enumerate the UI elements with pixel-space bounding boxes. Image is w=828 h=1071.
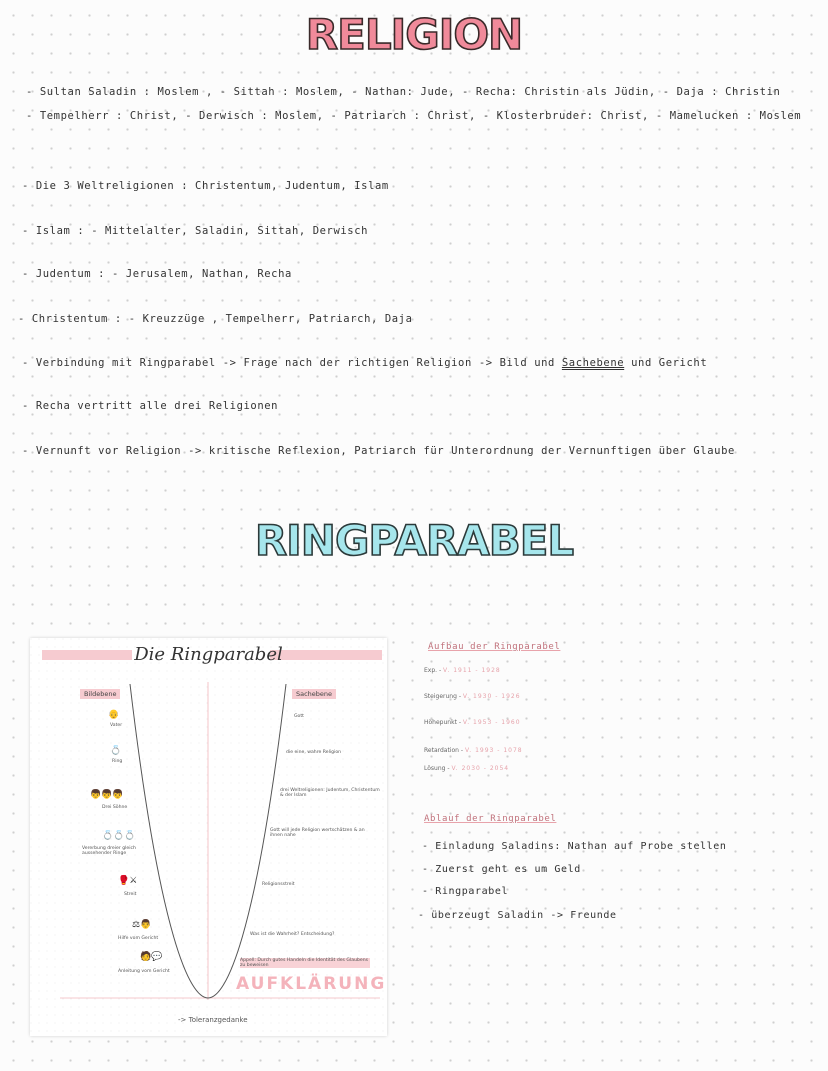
sons-icon: 👦👦👦	[90, 790, 124, 800]
verbindung-sachebene: Sachebene	[561, 357, 625, 369]
aufbau-label: Höhepunkt	[424, 719, 457, 726]
bild-item: Vererbung dreier gleich aussehender Ringe	[82, 846, 136, 856]
aufbau-row: Retardation - V. 1993 - 1078	[424, 747, 523, 754]
judge-icon: ⚖👨	[132, 920, 152, 930]
aufbau-value: V. 2030 - 2054	[451, 765, 510, 772]
aufbau-row: Steigerung - V. 1930 - 1926	[424, 693, 521, 700]
aufbau-label: Lösung	[424, 765, 446, 772]
sach-item: Appell: Durch gutes Handeln die Identität des Glaubens zu beweisen	[240, 958, 369, 968]
sach-item: Religionsstreit	[262, 882, 295, 887]
aufbau-value: V. 1993 - 1078	[464, 747, 523, 754]
sachebene-label: Sachebene	[292, 689, 336, 699]
aufbau-row: Höhepunkt - V. 1953 - 1960	[424, 719, 521, 726]
toleranz-label: -> Toleranzgedanke	[178, 1016, 248, 1024]
aufbau-label: Steigerung	[424, 693, 457, 700]
bild-item: Drei Söhne	[102, 805, 128, 810]
sach-item: die eine, wahre Religion	[286, 750, 342, 755]
bild-item: Vater	[110, 723, 123, 728]
ablauf-item: - Einladung Saladins: Nathan auf Probe stellen	[422, 841, 727, 852]
bild-item: Streit	[124, 892, 137, 897]
religion-line-2: - Tempelherr : Christ, - Derwisch : Moslem, - Patriarch : Christ, - Klosterbruder: Christ, - Mamelucken : Moslem	[26, 110, 802, 122]
ringparabel-sheet	[30, 638, 387, 1036]
ablauf-item: - Ringparabel	[422, 886, 509, 897]
ablauf-heading: Ablauf der Ringparabel	[424, 814, 557, 824]
religion-line-8: - Vernunft vor Religion -> kritische Reflexion, Patriarch für Unterordnung der Vernunftigen über Glaube	[22, 445, 735, 457]
aufbau-label: Retardation	[424, 747, 459, 754]
sach-item: Gott will jede Religion wertschätzen & an ihnen nahe	[270, 828, 365, 838]
bild-item: Anleitung vom Gericht	[118, 969, 170, 974]
bild-item: Ring	[112, 759, 123, 764]
aufbau-value: V. 1953 - 1960	[462, 719, 521, 726]
speech-icon: 🧑💬	[140, 952, 163, 962]
aufbau-value: V. 1930 - 1926	[462, 693, 521, 700]
religion-line-4: - Islam : - Mittelalter, Saladin, Sittah, Derwisch	[22, 225, 369, 237]
aufbau-label: Exp.	[424, 667, 438, 674]
aufklaerung-label: AUFKLÄRUNG	[236, 974, 387, 994]
religion-line-7: - Recha vertritt alle drei Religionen	[22, 400, 279, 412]
religion-line-1: - Sultan Saladin : Moslem , - Sittah : Moslem, - Nathan: Jude, - Recha: Christin als Jüdin, - Daja : Christin	[26, 86, 781, 98]
fight-icon: 🥊⚔	[118, 876, 138, 886]
religion-line-5: - Judentum : - Jerusalem, Nathan, Recha	[22, 268, 292, 280]
ablauf-item: - Zuerst geht es um Geld	[422, 864, 581, 875]
ablauf-item: - überzeugt Saladin -> Freunde	[418, 910, 617, 921]
religion-title: RELIGION	[305, 10, 523, 59]
bild-item: Hilfe vom Gericht	[118, 936, 159, 941]
religion-line-verbindung	[22, 357, 707, 369]
religion-line-6: - Christentum : - Kreuzzüge , Tempelherr, Patriarch, Daja	[18, 313, 413, 325]
father-icon: 👴	[108, 710, 120, 720]
verbindung-after: und Gericht	[624, 357, 708, 369]
sheet-title: Die Ringparabel	[134, 644, 283, 665]
verbindung-before: - Verbindung mit Ringparabel -> Frage nach der richtigen Religion -> Bild und	[22, 357, 562, 369]
aufbau-row: Exp. - V. 1911 - 1928	[424, 667, 501, 674]
ring-icon: 💍	[110, 746, 122, 756]
sach-item: Gott	[294, 714, 304, 719]
religion-line-3: - Die 3 Weltreligionen : Christentum, Judentum, Islam	[22, 180, 389, 192]
ringparabel-title: RINGPARABEL	[254, 516, 574, 565]
bildebene-label: Bildebene	[80, 689, 120, 699]
aufbau-heading: Aufbau der Ringparabel	[428, 642, 561, 652]
sach-item: Was ist die Wahrheit? Entscheidung?	[250, 932, 335, 937]
sach-item: drei Weltreligionen: Judentum, Christentum & der Islam	[280, 788, 380, 798]
three-rings-icon: 💍💍💍	[102, 831, 136, 841]
aufbau-row: Lösung - V. 2030 - 2054	[424, 765, 510, 772]
aufbau-value: V. 1911 - 1928	[443, 667, 501, 674]
